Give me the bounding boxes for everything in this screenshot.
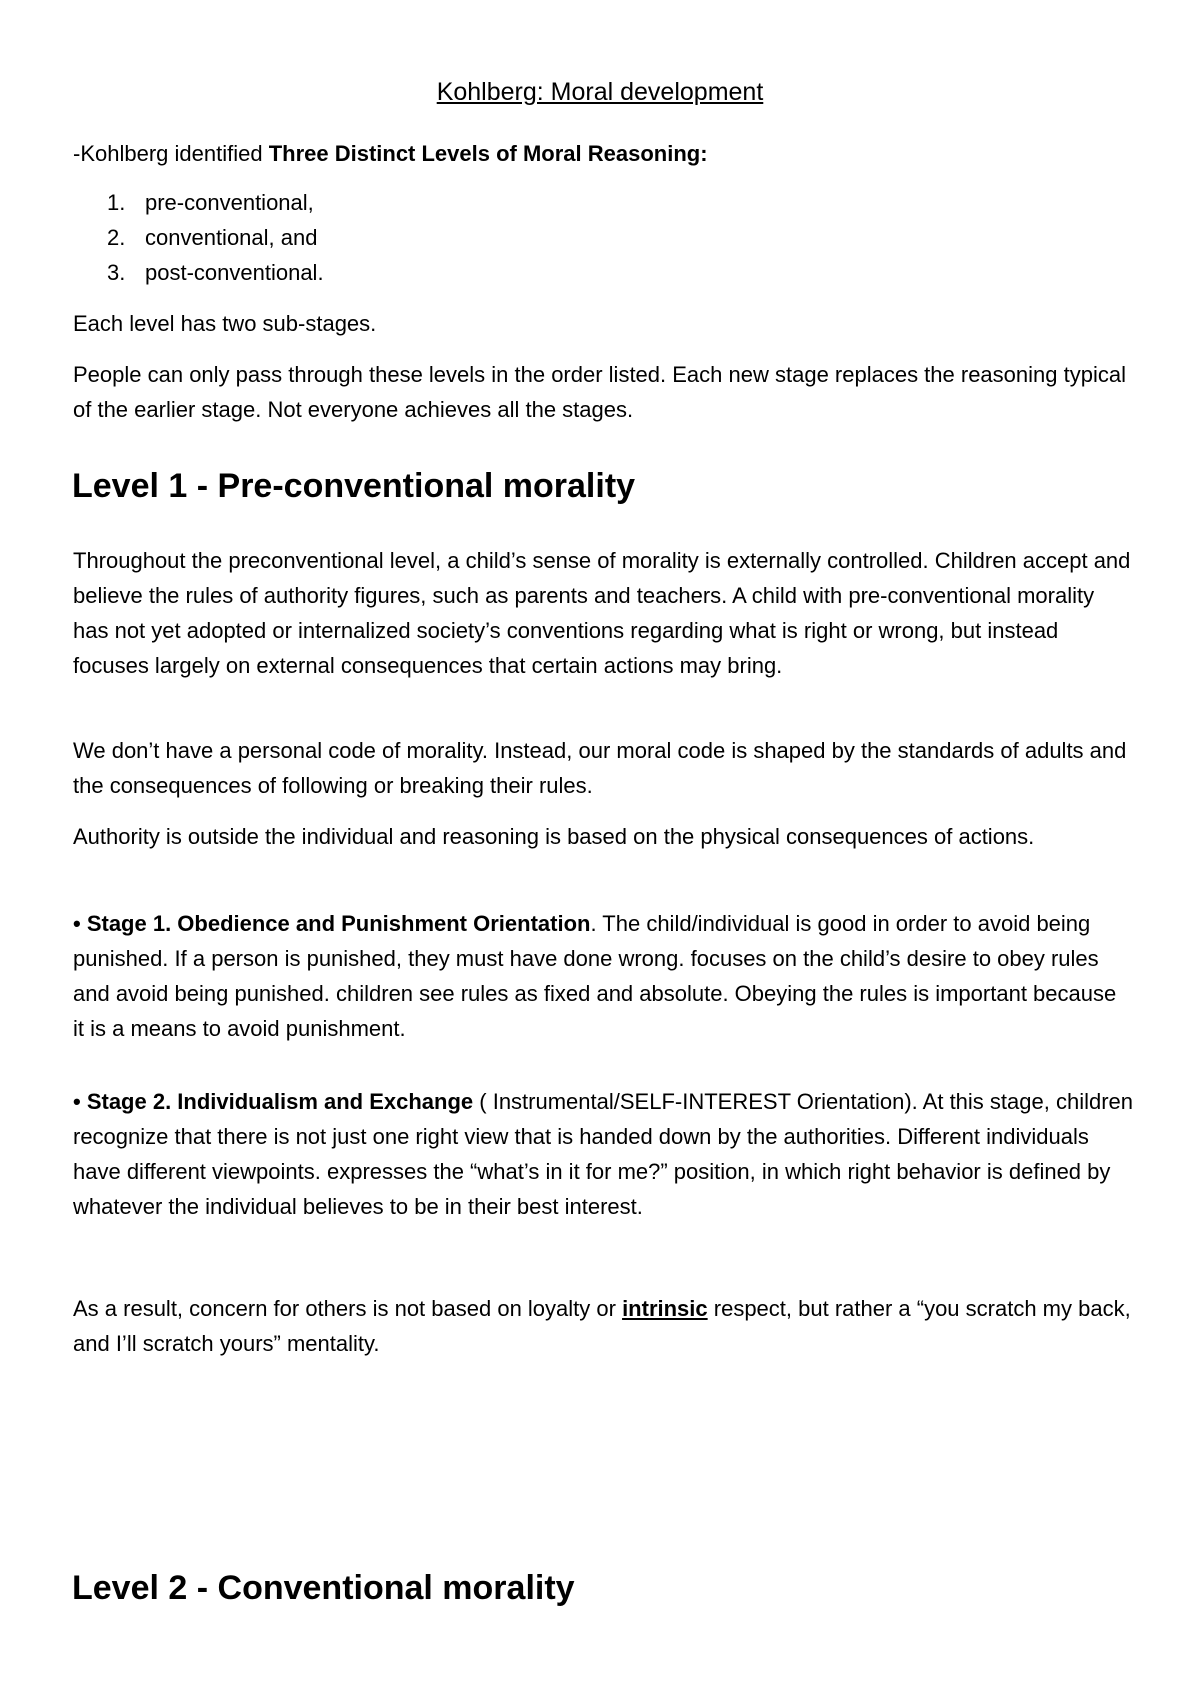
intro-paragraph: [73, 136, 1133, 171]
level1-paragraph-3: Authority is outside the individual and reasoning is based on the physical consequences of actions.: [73, 824, 1035, 849]
result-before: As a result, concern for others is not based on loyalty or: [73, 1296, 623, 1321]
document-title: Kohlberg: Moral development: [436, 78, 764, 106]
stage2-text: ( Instrumental/SELF-INTEREST Orientation). At this stage, children recognize that there is not just one right view that is handed down by the authorities. Different individuals have different viewpoints. expresses the “what’s in it for me?” position, in which right behavior is defined by whatever the individual believes to be in their best interest.: [73, 1089, 1134, 1219]
stage1-text: . The child/individual is good in order to avoid being punished. If a person is punished, they must have done wrong. focuses on the child’s desire to obey rules and avoid being punished. children see rules as fixed and absolute. Obeying the rules is important because it is a means to avoid punishment.: [73, 911, 1117, 1041]
stage2-paragraph: [73, 1084, 1133, 1224]
result-paragraph: [73, 1291, 1133, 1361]
level1-paragraph-1: Throughout the preconventional level, a child’s sense of morality is externally controlled. Children accept and believe the rules of authority figures, such as parents and teachers. A child with pre-conventional morality has not yet adopted or internalized society’s conventions regarding what is right or wrong, but instead focuses largely on external consequences that certain actions may bring.: [73, 548, 1131, 678]
substages-note: Each level has two sub-stages.: [73, 311, 377, 336]
list-item: [107, 220, 317, 255]
stage1-title: • Stage 1. Obedience and Punishment Orientation: [73, 911, 591, 936]
level2-heading: Level 2 - Conventional morality: [72, 1569, 575, 1607]
level1-paragraph-2: We don’t have a personal code of morality. Instead, our moral code is shaped by the standards of adults and the consequences of following or breaking their rules.: [73, 738, 1127, 798]
list-text: conventional, and: [145, 225, 318, 250]
list-item: [107, 185, 314, 220]
result-after: respect, but rather a “you scratch my back, and I’ll scratch yours” mentality.: [73, 1296, 1131, 1356]
level1-heading: Level 1 - Pre-conventional morality: [72, 467, 636, 505]
list-text: post-conventional.: [145, 260, 324, 285]
stage2-title: • Stage 2. Individualism and Exchange: [73, 1089, 474, 1114]
list-number: 3.: [107, 260, 126, 285]
stage1-paragraph: [73, 906, 1133, 1046]
intrinsic-term: intrinsic: [622, 1296, 708, 1321]
order-note: People can only pass through these levels in the order listed. Each new stage replaces the reasoning typical of the earlier stage. Not everyone achieves all the stages.: [73, 362, 1126, 422]
list-number: 1.: [107, 190, 126, 215]
list-number: 2.: [107, 225, 126, 250]
intro-bold: Three Distinct Levels of Moral Reasoning:: [268, 141, 708, 166]
intro-prefix: -Kohlberg identified: [73, 141, 269, 166]
list-text: pre-conventional,: [145, 190, 314, 215]
list-item: [107, 255, 324, 290]
